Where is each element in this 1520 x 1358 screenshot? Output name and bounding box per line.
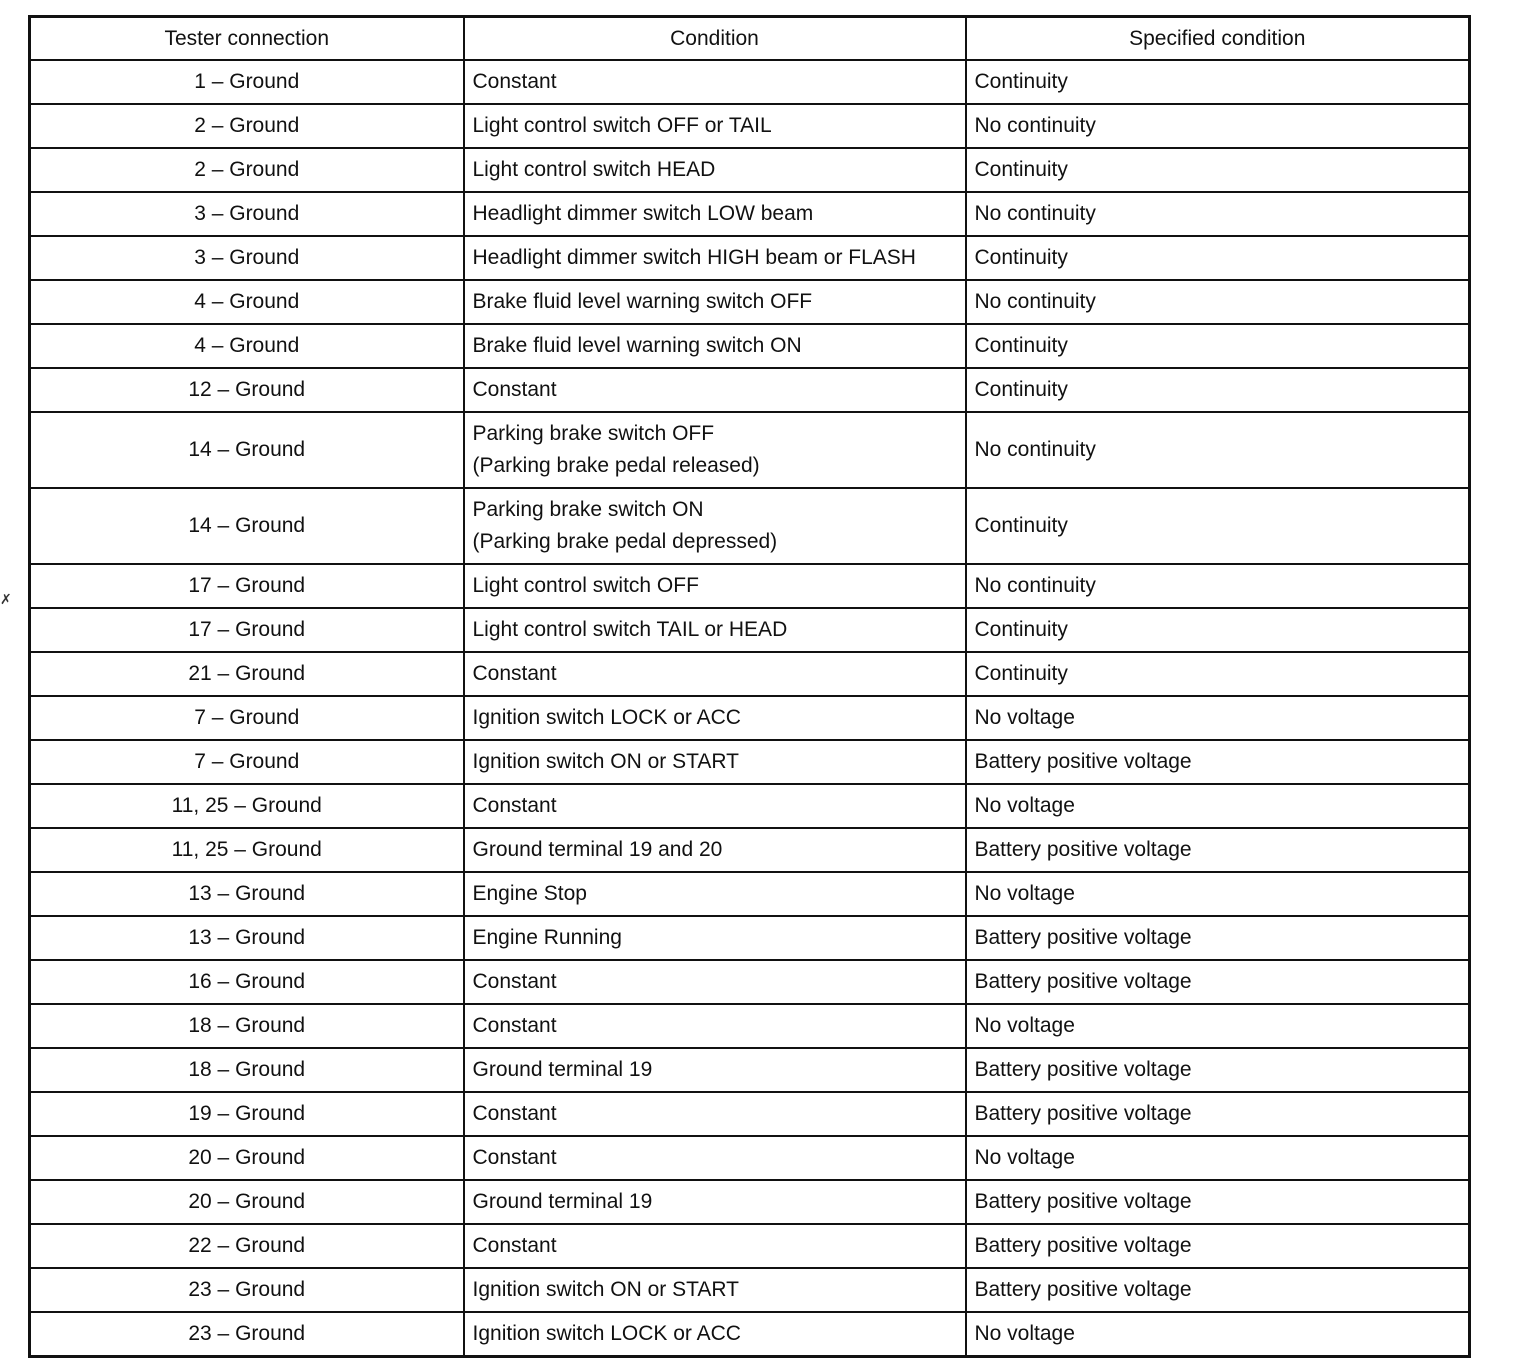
cell-specified-condition: No voltage bbox=[966, 784, 1470, 828]
cell-condition: Light control switch OFF bbox=[464, 564, 966, 608]
condition-line-2: (Parking brake pedal released) bbox=[472, 454, 760, 477]
cell-tester-connection: 2 – Ground bbox=[30, 104, 464, 148]
table-row bbox=[30, 1136, 1470, 1180]
table-row bbox=[30, 784, 1470, 828]
cell-tester-connection: 20 – Ground bbox=[30, 1180, 464, 1224]
cell-condition: Ignition switch LOCK or ACC bbox=[464, 1312, 966, 1357]
cell-tester-connection: 13 – Ground bbox=[30, 916, 464, 960]
cell-tester-connection: 7 – Ground bbox=[30, 696, 464, 740]
cell-specified-condition: No voltage bbox=[966, 1312, 1470, 1357]
table-row bbox=[30, 236, 1470, 280]
cell-condition: Ground terminal 19 and 20 bbox=[464, 828, 966, 872]
cell-specified-condition: Continuity bbox=[966, 148, 1470, 192]
cell-tester-connection: 4 – Ground bbox=[30, 280, 464, 324]
cell-condition: Engine Running bbox=[464, 916, 966, 960]
cell-tester-connection: 21 – Ground bbox=[30, 652, 464, 696]
cell-condition: Ignition switch LOCK or ACC bbox=[464, 696, 966, 740]
cell-specified-condition: Continuity bbox=[966, 652, 1470, 696]
cell-condition: Constant bbox=[464, 652, 966, 696]
cell-condition: Ground terminal 19 bbox=[464, 1048, 966, 1092]
cell-condition bbox=[464, 412, 966, 488]
cell-condition: Constant bbox=[464, 960, 966, 1004]
cell-specified-condition: No voltage bbox=[966, 1004, 1470, 1048]
cell-tester-connection: 18 – Ground bbox=[30, 1048, 464, 1092]
cell-condition: Constant bbox=[464, 1224, 966, 1268]
cell-condition: Ignition switch ON or START bbox=[464, 1268, 966, 1312]
cell-tester-connection: 17 – Ground bbox=[30, 608, 464, 652]
cell-tester-connection: 13 – Ground bbox=[30, 872, 464, 916]
cell-condition: Constant bbox=[464, 1004, 966, 1048]
cell-tester-connection: 3 – Ground bbox=[30, 236, 464, 280]
table-row bbox=[30, 828, 1470, 872]
cell-condition: Constant bbox=[464, 60, 966, 104]
cell-specified-condition: Continuity bbox=[966, 324, 1470, 368]
table-row bbox=[30, 916, 1470, 960]
cell-tester-connection: 14 – Ground bbox=[30, 488, 464, 564]
cell-condition: Constant bbox=[464, 1136, 966, 1180]
cell-specified-condition: No continuity bbox=[966, 564, 1470, 608]
cell-specified-condition: Continuity bbox=[966, 368, 1470, 412]
cell-condition: Light control switch TAIL or HEAD bbox=[464, 608, 966, 652]
cell-tester-connection: 22 – Ground bbox=[30, 1224, 464, 1268]
table-row bbox=[30, 280, 1470, 324]
cell-condition: Brake fluid level warning switch OFF bbox=[464, 280, 966, 324]
table-row bbox=[30, 1092, 1470, 1136]
condition-line-1: Parking brake switch ON bbox=[472, 498, 704, 521]
cell-specified-condition: Continuity bbox=[966, 236, 1470, 280]
table-row bbox=[30, 872, 1470, 916]
cell-specified-condition: No voltage bbox=[966, 1136, 1470, 1180]
cell-condition: Light control switch HEAD bbox=[464, 148, 966, 192]
cell-condition: Constant bbox=[464, 1092, 966, 1136]
cell-specified-condition: Battery positive voltage bbox=[966, 1180, 1470, 1224]
header-condition: Condition bbox=[464, 17, 966, 61]
cell-tester-connection: 12 – Ground bbox=[30, 368, 464, 412]
cell-tester-connection: 23 – Ground bbox=[30, 1312, 464, 1357]
cell-tester-connection: 1 – Ground bbox=[30, 60, 464, 104]
cell-condition: Light control switch OFF or TAIL bbox=[464, 104, 966, 148]
table-row bbox=[30, 324, 1470, 368]
cell-tester-connection: 19 – Ground bbox=[30, 1092, 464, 1136]
table-row bbox=[30, 1004, 1470, 1048]
cell-condition: Constant bbox=[464, 784, 966, 828]
cell-tester-connection: 2 – Ground bbox=[30, 148, 464, 192]
table-body bbox=[30, 60, 1470, 1357]
cell-specified-condition: Battery positive voltage bbox=[966, 740, 1470, 784]
cell-condition: Constant bbox=[464, 368, 966, 412]
cell-specified-condition: Battery positive voltage bbox=[966, 1224, 1470, 1268]
table-row bbox=[30, 148, 1470, 192]
cell-specified-condition: Continuity bbox=[966, 608, 1470, 652]
table-row bbox=[30, 608, 1470, 652]
table-row bbox=[30, 104, 1470, 148]
cell-specified-condition: No continuity bbox=[966, 104, 1470, 148]
cell-condition: Headlight dimmer switch LOW beam bbox=[464, 192, 966, 236]
cell-tester-connection: 16 – Ground bbox=[30, 960, 464, 1004]
cell-tester-connection: 17 – Ground bbox=[30, 564, 464, 608]
cell-specified-condition: Continuity bbox=[966, 488, 1470, 564]
table-row bbox=[30, 412, 1470, 488]
cell-condition: Ignition switch ON or START bbox=[464, 740, 966, 784]
cell-tester-connection: 4 – Ground bbox=[30, 324, 464, 368]
header-specified-condition: Specified condition bbox=[966, 17, 1470, 61]
cell-condition: Ground terminal 19 bbox=[464, 1180, 966, 1224]
cell-specified-condition: No continuity bbox=[966, 412, 1470, 488]
cell-tester-connection: 23 – Ground bbox=[30, 1268, 464, 1312]
cell-specified-condition: Battery positive voltage bbox=[966, 828, 1470, 872]
table-row bbox=[30, 652, 1470, 696]
cell-specified-condition: Battery positive voltage bbox=[966, 916, 1470, 960]
cell-specified-condition: Battery positive voltage bbox=[966, 1268, 1470, 1312]
margin-mark: ✗ bbox=[0, 592, 12, 608]
table-row bbox=[30, 368, 1470, 412]
cell-specified-condition: Battery positive voltage bbox=[966, 1048, 1470, 1092]
cell-specified-condition: No continuity bbox=[966, 280, 1470, 324]
table-row bbox=[30, 488, 1470, 564]
cell-tester-connection: 14 – Ground bbox=[30, 412, 464, 488]
condition-line-2: (Parking brake pedal depressed) bbox=[472, 530, 778, 553]
table-row bbox=[30, 960, 1470, 1004]
cell-tester-connection: 20 – Ground bbox=[30, 1136, 464, 1180]
header-tester-connection: Tester connection bbox=[30, 17, 464, 61]
cell-condition: Engine Stop bbox=[464, 872, 966, 916]
cell-specified-condition: Battery positive voltage bbox=[966, 960, 1470, 1004]
table-row bbox=[30, 1048, 1470, 1092]
cell-specified-condition: No voltage bbox=[966, 696, 1470, 740]
cell-specified-condition: No voltage bbox=[966, 872, 1470, 916]
cell-specified-condition: Battery positive voltage bbox=[966, 1092, 1470, 1136]
table-row bbox=[30, 192, 1470, 236]
cell-tester-connection: 3 – Ground bbox=[30, 192, 464, 236]
table-row bbox=[30, 60, 1470, 104]
cell-tester-connection: 18 – Ground bbox=[30, 1004, 464, 1048]
cell-condition: Headlight dimmer switch HIGH beam or FLASH bbox=[464, 236, 966, 280]
cell-tester-connection: 7 – Ground bbox=[30, 740, 464, 784]
cell-tester-connection: 11, 25 – Ground bbox=[30, 784, 464, 828]
cell-specified-condition: Continuity bbox=[966, 60, 1470, 104]
table-row bbox=[30, 740, 1470, 784]
cell-specified-condition: No continuity bbox=[966, 192, 1470, 236]
table-row bbox=[30, 1224, 1470, 1268]
table-row bbox=[30, 564, 1470, 608]
table-row bbox=[30, 1312, 1470, 1357]
cell-condition bbox=[464, 488, 966, 564]
condition-line-1: Parking brake switch OFF bbox=[472, 422, 715, 445]
table-header bbox=[30, 17, 1470, 61]
inspection-table bbox=[28, 15, 1471, 1358]
table-row bbox=[30, 696, 1470, 740]
cell-tester-connection: 11, 25 – Ground bbox=[30, 828, 464, 872]
header-row bbox=[30, 17, 1470, 61]
table-row bbox=[30, 1268, 1470, 1312]
cell-condition: Brake fluid level warning switch ON bbox=[464, 324, 966, 368]
table-row bbox=[30, 1180, 1470, 1224]
